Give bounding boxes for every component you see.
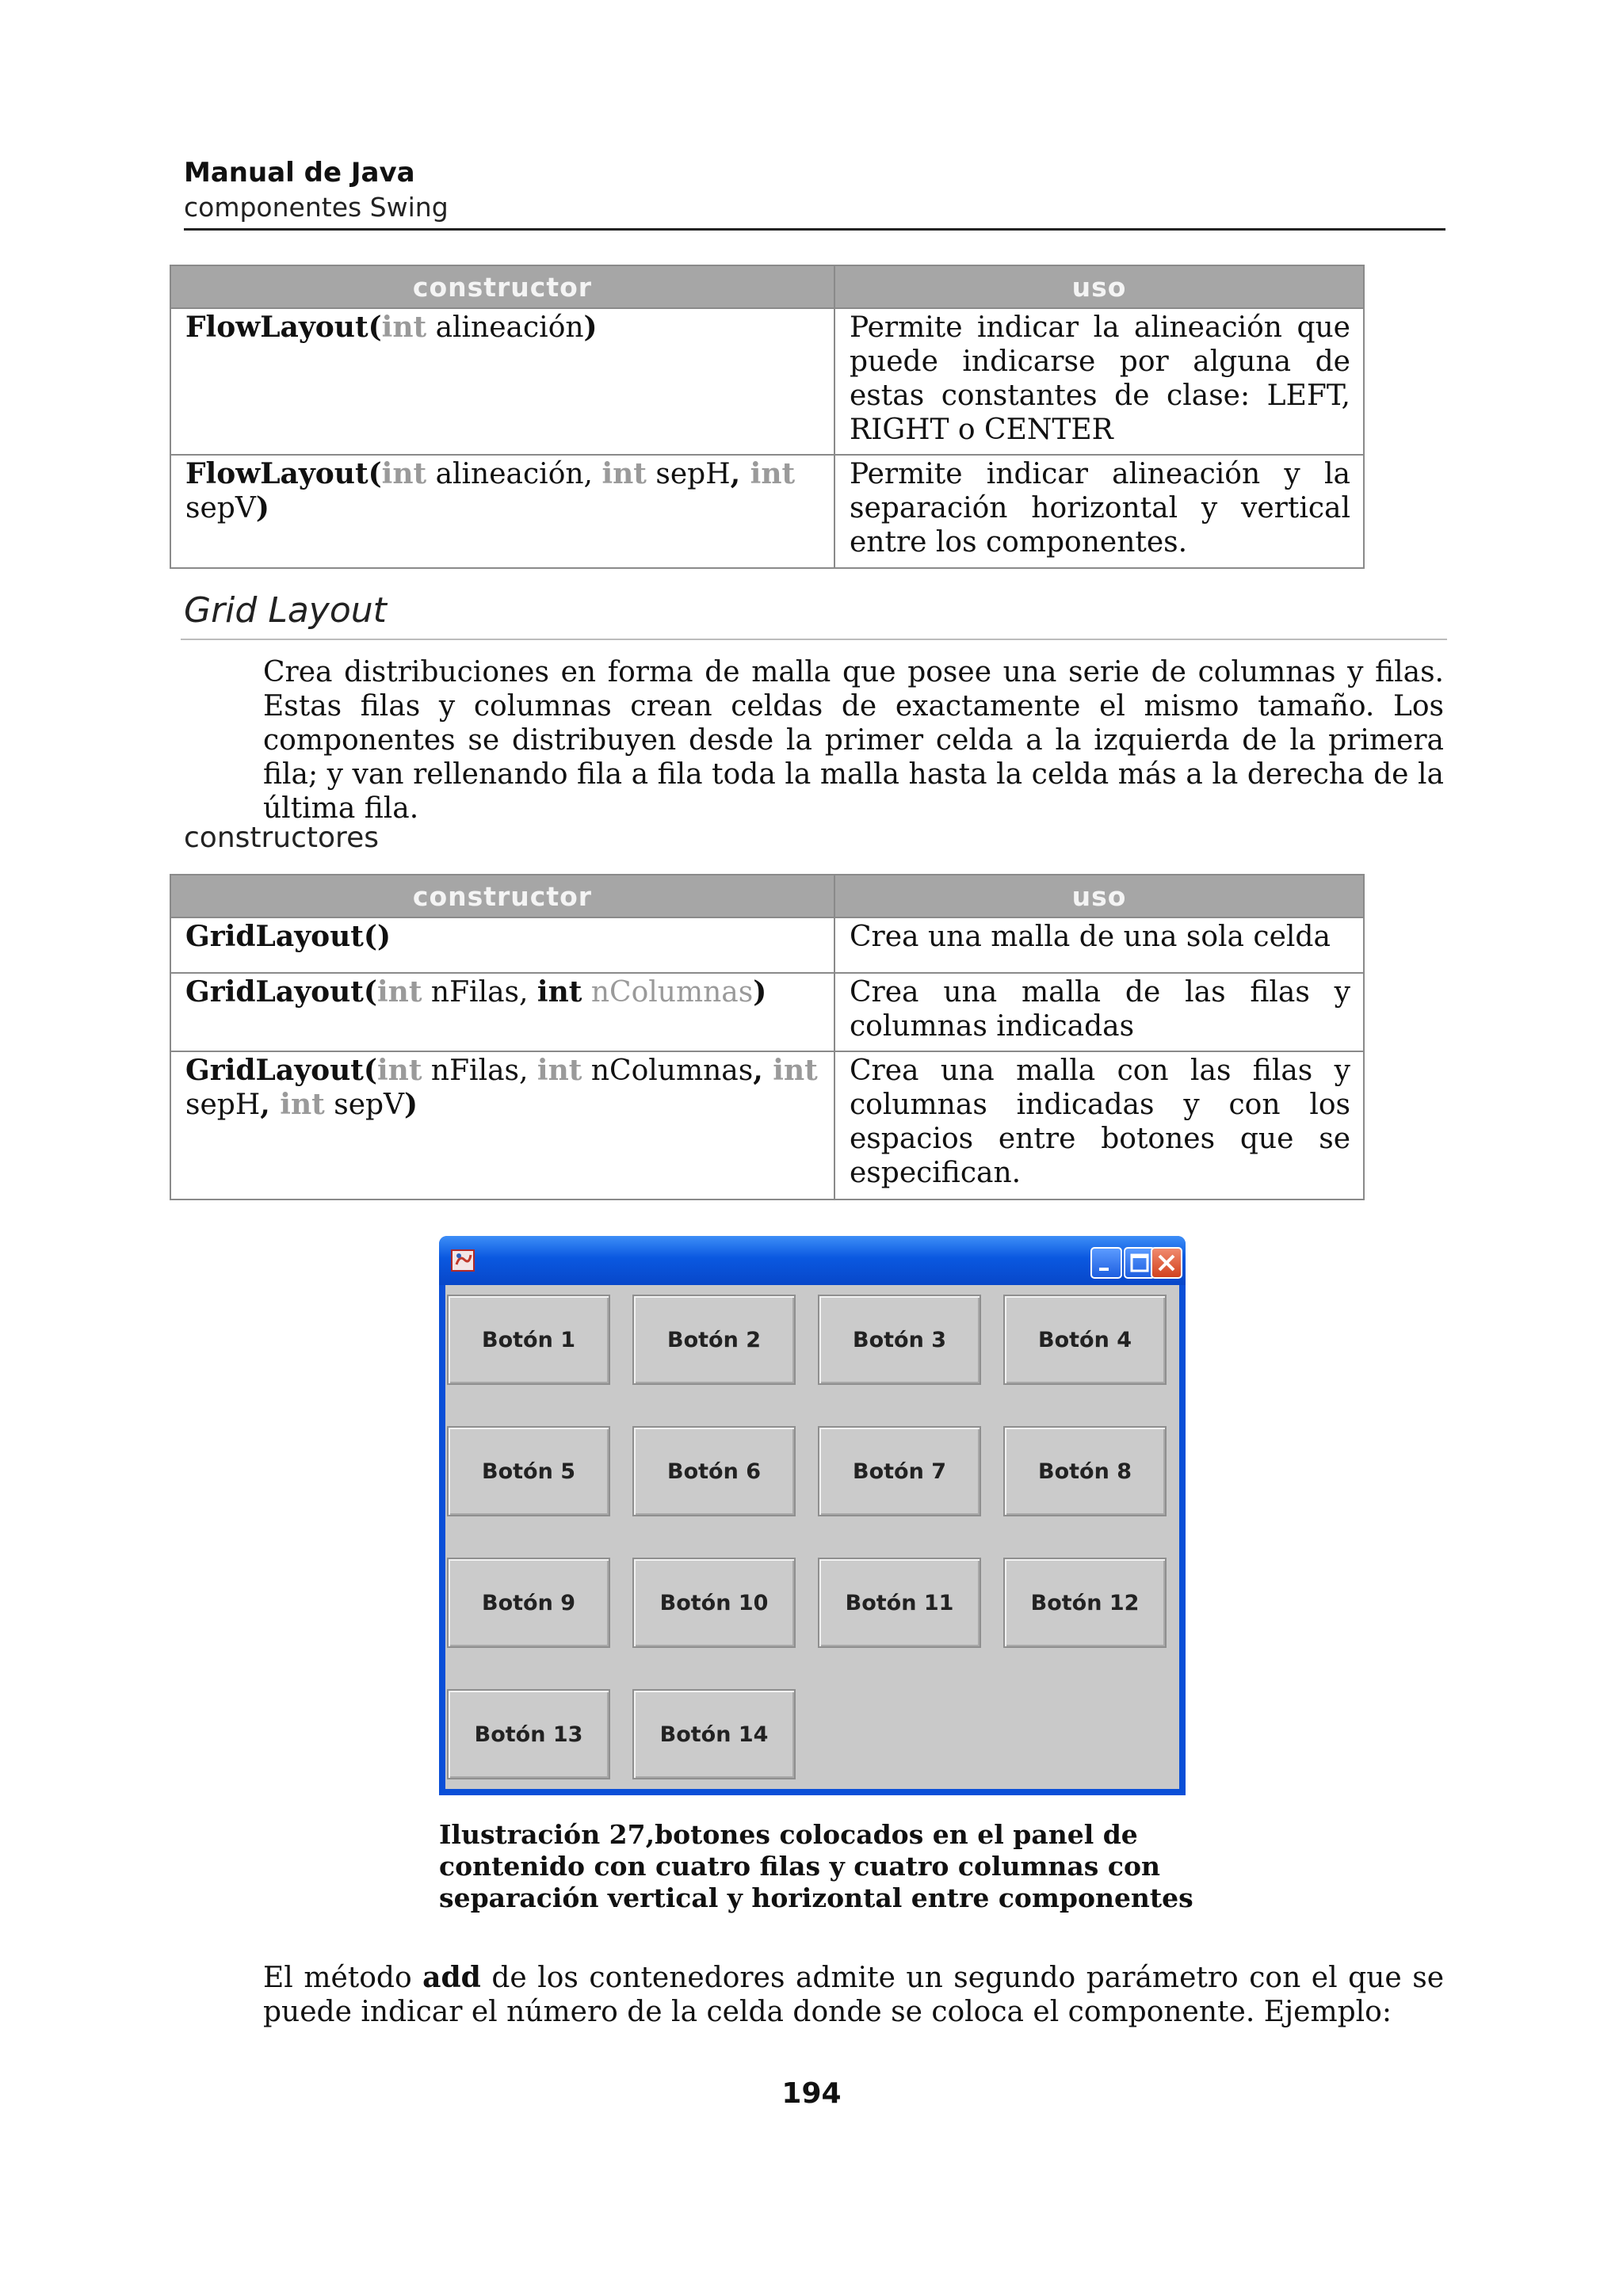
- constructor-name: GridLayout(: [185, 1054, 377, 1087]
- minimize-button[interactable]: [1090, 1247, 1122, 1279]
- gridlayout-window-screenshot: [439, 1236, 1186, 1795]
- grid-button[interactable]: Botón 14: [632, 1689, 796, 1779]
- grid-button[interactable]: Botón 8: [1003, 1426, 1167, 1516]
- minimize-icon: [1092, 1249, 1121, 1277]
- comma: ,: [753, 1054, 773, 1087]
- comma: ,: [260, 1088, 281, 1121]
- uso-cell: Crea una malla con las filas y columnas indicadas y con los espacios entre botones que se especifican.: [834, 1051, 1364, 1199]
- table-row: [170, 973, 1364, 1051]
- param-name: nColumnas: [582, 1055, 754, 1087]
- grid-button[interactable]: Botón 9: [447, 1558, 610, 1648]
- table-row: [170, 308, 1364, 455]
- uso-cell: Permite indicar la alineación que puede indicarse por alguna de estas constantes de clase: LEFT, RIGHT o CENTER: [834, 308, 1364, 455]
- param-name: sepH: [185, 1089, 261, 1121]
- table-row: [170, 455, 1364, 568]
- constructor-name: GridLayout(): [185, 920, 391, 953]
- col-header-uso: uso: [834, 265, 1364, 308]
- constructor-cell: [170, 973, 834, 1051]
- close-icon: [1152, 1249, 1181, 1277]
- constructor-name: GridLayout(: [185, 975, 377, 1009]
- content-pane: [445, 1285, 1179, 1789]
- close-paren: ): [404, 1088, 418, 1121]
- param-name: nFilas,: [422, 1055, 537, 1087]
- header-title: Manual de Java: [184, 157, 415, 189]
- grid-button[interactable]: Botón 7: [818, 1426, 981, 1516]
- maximize-icon: [1125, 1249, 1154, 1277]
- grid-button[interactable]: Botón 10: [632, 1558, 796, 1648]
- type-keyword: int: [537, 1054, 582, 1087]
- header-rule: [184, 228, 1445, 231]
- param-name: sepV: [324, 1089, 405, 1121]
- type-keyword: int: [601, 457, 647, 490]
- param-name: alineación: [426, 311, 584, 344]
- uso-cell: Crea una malla de una sola celda: [834, 917, 1364, 973]
- subheading: constructores: [184, 822, 379, 854]
- grid-button[interactable]: Botón 2: [632, 1295, 796, 1385]
- gridlayout-constructor-table: [170, 874, 1365, 1200]
- type-keyword: int: [280, 1088, 325, 1121]
- section-title: Grid Layout: [184, 590, 387, 631]
- grid-button[interactable]: Botón 4: [1003, 1295, 1167, 1385]
- type-keyword: int: [381, 311, 427, 344]
- body-paragraph: [263, 1961, 1444, 2029]
- close-paren: ): [753, 975, 767, 1009]
- col-header-constructor: constructor: [170, 265, 834, 308]
- param-name: sepV: [185, 492, 256, 524]
- comma: ,: [730, 457, 750, 490]
- uso-cell: Crea una malla de las filas y columnas indicadas: [834, 973, 1364, 1051]
- col-header-uso: uso: [834, 875, 1364, 917]
- grid-button[interactable]: Botón 1: [447, 1295, 610, 1385]
- close-paren: ): [583, 311, 598, 344]
- close-paren: ): [255, 491, 269, 524]
- table-row: [170, 1051, 1364, 1199]
- constructor-name: FlowLayout(: [185, 311, 382, 344]
- section-rule: [181, 639, 1447, 640]
- grid-button[interactable]: Botón 11: [818, 1558, 981, 1648]
- col-header-constructor: constructor: [170, 875, 834, 917]
- constructor-cell: [170, 455, 834, 568]
- page-number: 194: [781, 2077, 842, 2110]
- type-keyword: int: [376, 975, 422, 1009]
- close-button[interactable]: [1151, 1247, 1182, 1279]
- paragraph-text: de los contenedores admite un segundo parámetro con el que se puede indicar el número de la celda donde se coloca el componente. Ejemplo:: [263, 1962, 1444, 2028]
- paragraph-text: El método: [263, 1962, 423, 1994]
- grid-button[interactable]: Botón 3: [818, 1295, 981, 1385]
- window-titlebar[interactable]: [439, 1236, 1186, 1285]
- param-name: nColumnas: [582, 976, 754, 1009]
- type-keyword: int: [750, 457, 796, 490]
- type-keyword: int: [773, 1054, 818, 1087]
- running-header: [184, 155, 1445, 225]
- table-header-row: [170, 265, 1364, 308]
- header-subtitle: componentes Swing: [184, 192, 449, 223]
- constructor-cell: [170, 1051, 834, 1199]
- param-name: alineación,: [426, 458, 602, 490]
- figure-caption: Ilustración 27,botones colocados en el panel de contenido con cuatro filas y cuatro columnas con separación vertical y horizontal entre componentes: [439, 1819, 1193, 1913]
- type-keyword: int: [381, 457, 427, 490]
- grid-button[interactable]: Botón 6: [632, 1426, 796, 1516]
- flowlayout-constructor-table: [170, 265, 1365, 569]
- param-name: sepH: [646, 458, 731, 490]
- constructor-cell: [170, 308, 834, 455]
- type-keyword: int: [376, 1054, 422, 1087]
- constructor-cell: [170, 917, 834, 973]
- uso-cell: Permite indicar alineación y la separación horizontal y vertical entre los componentes.: [834, 455, 1364, 568]
- table-header-row: [170, 875, 1364, 917]
- param-name: nFilas,: [422, 976, 537, 1009]
- type-keyword: int: [537, 975, 582, 1009]
- grid-button[interactable]: Botón 5: [447, 1426, 610, 1516]
- java-app-icon: [450, 1247, 477, 1274]
- table-row: [170, 917, 1364, 973]
- grid-button[interactable]: Botón 12: [1003, 1558, 1167, 1648]
- body-paragraph: Crea distribuciones en forma de malla que posee una serie de columnas y filas. Estas filas y columnas crean celdas de exactamente el mismo tamaño. Los componentes se distribuyen desde la primer celda a la izquierda de la primera fila; y van rellenando fila a fila toda la malla hasta la celda más a la derecha de la última fila.: [263, 656, 1444, 825]
- grid-button[interactable]: Botón 13: [447, 1689, 610, 1779]
- constructor-name: FlowLayout(: [185, 457, 382, 490]
- method-name: add: [422, 1961, 481, 1994]
